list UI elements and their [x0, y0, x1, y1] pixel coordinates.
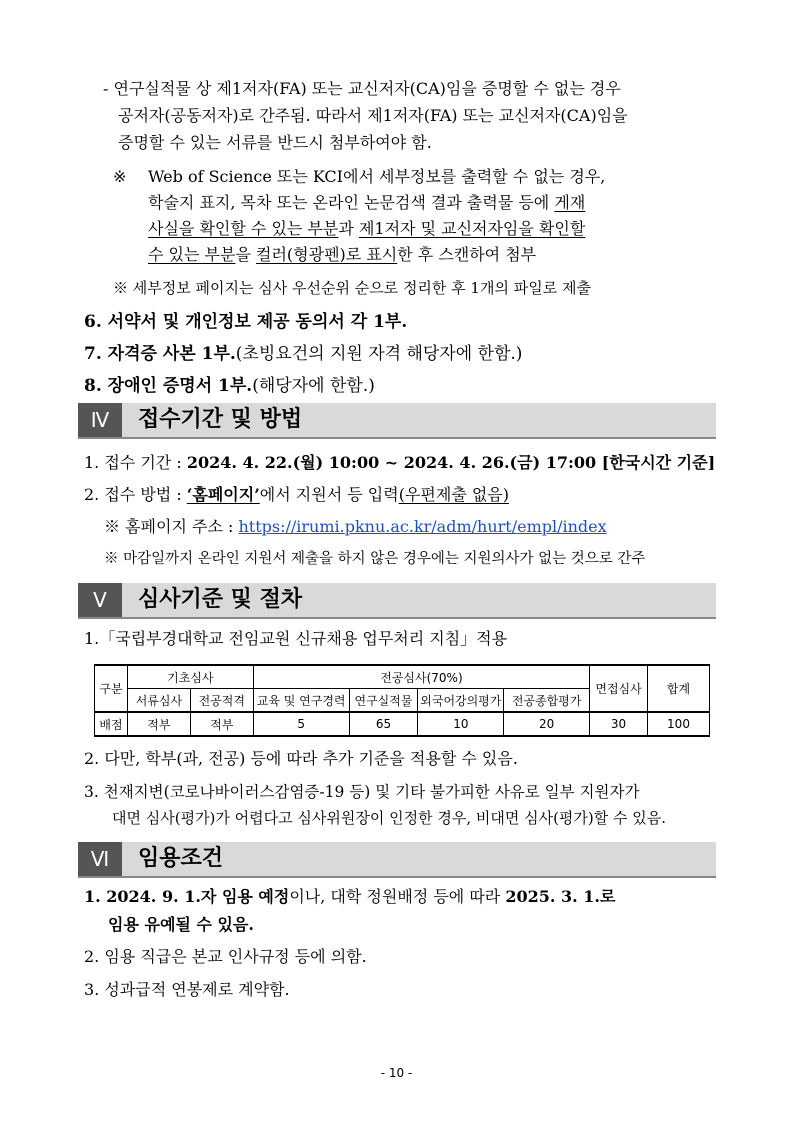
- table-subheader-cell: 전공종합평가: [504, 689, 590, 713]
- table-subheader-cell: 전공적격: [190, 689, 253, 713]
- note1-line-3: 사실을 확인할 수 있는 부분과 제1저자 및 교신저자임을 확인할: [148, 219, 586, 238]
- note-mark: ※: [113, 167, 127, 186]
- note1-line-2: 학술지 표지, 목차 또는 온라인 논문검색 결과 출력물 등에 게재: [148, 193, 586, 212]
- section-number: Ⅴ: [78, 583, 122, 617]
- section-header-4: [78, 403, 716, 439]
- table-subheader-cell: 교육 및 연구경력: [253, 689, 349, 713]
- dash-line-2: 공저자(공동저자)로 간주됨. 따라서 제1저자(FA) 또는 교신저자(CA)임을: [118, 106, 628, 125]
- table-cell: 적부: [127, 712, 190, 736]
- sec5-item-3-line-2: 대면 심사(평가)가 어렵다고 심사위원장이 인정한 경우, 비대면 심사(평가)할 수 있음.: [112, 809, 667, 827]
- table-subheader-cell: 서류심사: [127, 689, 190, 713]
- note1-underline-a: 게재: [554, 193, 586, 212]
- table-cell: 100: [648, 712, 710, 736]
- section-title: 심사기준 및 절차: [138, 587, 303, 612]
- sec6-item-3: 3. 성과급적 연봉제로 계약함.: [84, 980, 290, 999]
- table-cell: 5: [253, 712, 349, 736]
- section-title: 접수기간 및 방법: [138, 407, 303, 432]
- sec6-item-1-line-2: 임용 유예될 수 있음.: [108, 915, 254, 934]
- sec4-note-1: ※ 홈페이지 주소 : https://irumi.pknu.ac.kr/adm/hurt/empl/index: [104, 517, 607, 536]
- section-header-5: [78, 583, 716, 619]
- item-7: 7. 자격증 사본 1부.(초빙요건의 지원 자격 해당자에 한함.): [84, 344, 523, 364]
- screening-score-table: [94, 664, 710, 737]
- note1-line-1: Web of Science 또는 KCI에서 세부정보를 출력할 수 없는 경우,: [148, 167, 606, 186]
- note1-line-4: 수 있는 부분을 컬러(형광펜)로 표시한 후 스캔하여 첨부: [148, 245, 537, 264]
- note-2: ※ 세부정보 페이지는 심사 우선순위 순으로 정리한 후 1개의 파일로 제출: [113, 279, 591, 297]
- table-cell: 20: [504, 712, 590, 736]
- table-row: [95, 712, 710, 736]
- table-subheader-cell: 외국어강의평가: [418, 689, 504, 713]
- table-header-cell: 구분: [95, 665, 128, 712]
- item-6: 6. 서약서 및 개인정보 제공 동의서 각 1부.: [84, 312, 408, 332]
- sec4-item-2: 2. 접수 방법 : ‘홈페이지’에서 지원서 등 입력(우편제출 없음): [84, 485, 510, 504]
- page-number: - 10 -: [380, 1066, 413, 1080]
- table-subheader-cell: 연구실적물: [349, 689, 418, 713]
- sec6-item-2: 2. 임용 직급은 본교 인사규정 등에 의함.: [84, 947, 367, 966]
- table-header-cell: 합계: [648, 665, 710, 712]
- section-title: 임용조건: [138, 846, 224, 871]
- table-cell: 적부: [190, 712, 253, 736]
- item-8: 8. 장애인 증명서 1부.(해당자에 한함.): [84, 376, 375, 396]
- section-header-6: [78, 842, 716, 878]
- sec4-note-2: ※ 마감일까지 온라인 지원서 제출을 하지 않은 경우에는 지원의사가 없는 것으로 간주: [104, 551, 646, 567]
- sec5-item-2: 2. 다만, 학부(과, 전공) 등에 따라 추가 기준을 적용할 수 있음.: [84, 749, 518, 768]
- table-cell: 배점: [95, 712, 128, 736]
- sec6-item-1-line-1: 1. 2024. 9. 1.자 임용 예정이나, 대학 정원배정 등에 따라 2025. 3. 1.로: [84, 887, 616, 906]
- table-header-row: [95, 665, 710, 689]
- dash-line-1: - 연구실적물 상 제1저자(FA) 또는 교신저자(CA)임을 증명할 수 없는 경우: [103, 79, 621, 98]
- dash-line-3: 증명할 수 있는 서류를 반드시 첨부하여야 함.: [118, 133, 432, 152]
- section-number: Ⅵ: [78, 842, 122, 876]
- sec4-item-1: 1. 접수 기간 : 2024. 4. 22.(월) 10:00 ~ 2024. 4. 26.(금) 17:00 [한국시간 기준]: [84, 453, 716, 472]
- table-cell: 10: [418, 712, 504, 736]
- sec5-item-3-line-1: 3. 천재지변(코로나바이러스감염증-19 등) 및 기타 불가피한 사유로 일부 지원자가: [84, 783, 640, 801]
- section-number: Ⅳ: [78, 403, 122, 437]
- table-header-cell: 면접심사: [590, 665, 648, 712]
- table-header-cell: 전공심사(70%): [253, 665, 589, 689]
- homepage-link[interactable]: https://irumi.pknu.ac.kr/adm/hurt/empl/index: [238, 517, 607, 536]
- table-cell: 30: [590, 712, 648, 736]
- table-header-cell: 기초심사: [127, 665, 253, 689]
- table-cell: 65: [349, 712, 418, 736]
- sec5-item-1: 1.「국립부경대학교 전임교원 신규채용 업무처리 지침」적용: [84, 629, 508, 648]
